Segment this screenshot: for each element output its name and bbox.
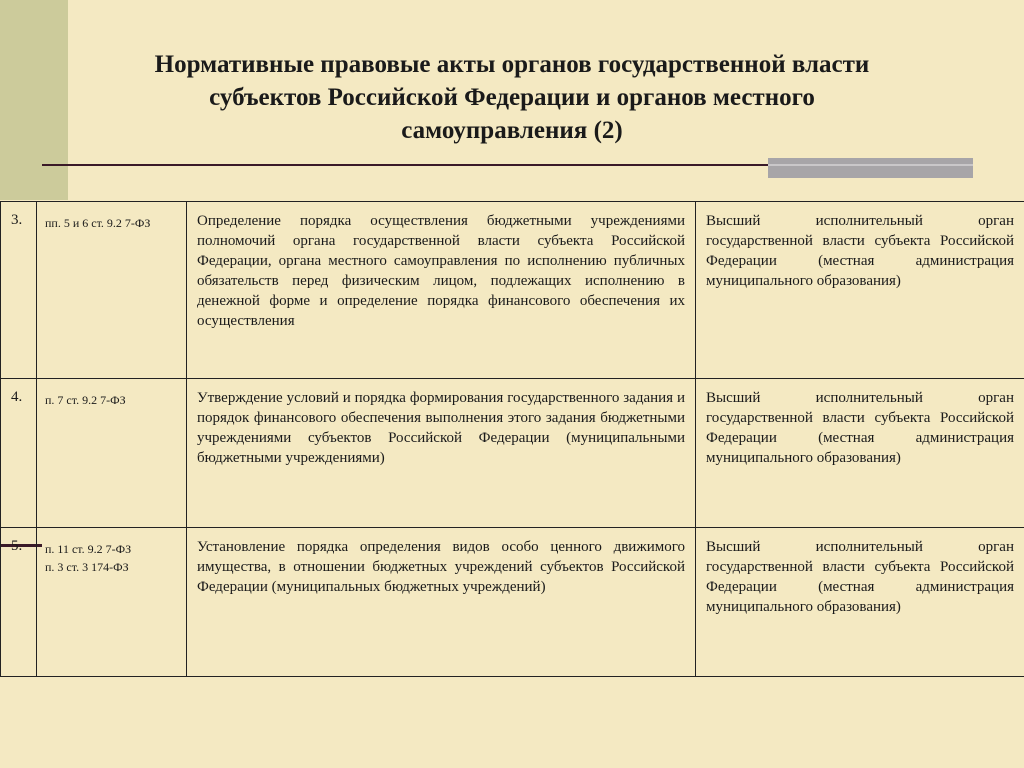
law-reference-line: п. 7 ст. 9.2 7-ФЗ <box>45 393 126 407</box>
title-line-1: Нормативные правовые акты органов государственной власти <box>154 51 870 78</box>
slide-title <box>80 48 944 147</box>
responsible-body: Высший исполнительный орган государственной власти субъекта Российской Федерации (местная администрация муниципального образования) <box>696 202 1024 379</box>
law-reference <box>37 379 187 528</box>
responsible-body: Высший исполнительный орган государственной власти субъекта Российской Федерации (местная администрация муниципального образования) <box>696 379 1024 528</box>
responsible-body: Высший исполнительный орган государственной власти субъекта Российской Федерации (местная администрация муниципального образования) <box>696 528 1024 677</box>
title-line-3: самоуправления (2) <box>401 117 623 144</box>
act-description: Утверждение условий и порядка формирования государственного задания и порядок финансового обеспечения выполнения этого задания бюджетными учреждениями субъектов Российской Федерации (муниципальными бюджетными учреждениями) <box>187 379 696 528</box>
row-number: 3. <box>1 202 37 379</box>
law-reference-line: п. 3 ст. 3 174-ФЗ <box>45 560 129 574</box>
table-row <box>1 379 1024 528</box>
act-description: Определение порядка осуществления бюджетными учреждениями полномочий органа государственной власти субъекта Российской Федерации, органа местного самоуправления по исполнению публичных обязательств перед физическим лицом, подлежащих исполнению в денежной форме и определение порядка финансового обеспечения их осуществления <box>187 202 696 379</box>
law-reference <box>37 528 187 677</box>
row-number: 4. <box>1 379 37 528</box>
table-row <box>1 528 1024 677</box>
legal-acts-table <box>0 201 1024 677</box>
law-reference <box>37 202 187 379</box>
row-number: 5. <box>1 528 37 677</box>
law-reference-line: пп. 5 и 6 ст. 9.2 7-ФЗ <box>45 216 151 230</box>
table-row <box>1 202 1024 379</box>
title-line-2: субъектов Российской Федерации и органов местного <box>209 84 815 111</box>
decorative-side-band <box>0 0 68 200</box>
law-reference-line: п. 11 ст. 9.2 7-ФЗ <box>45 542 132 556</box>
act-description: Установление порядка определения видов особо ценного движимого имущества, в отношении бюджетных учреждений субъектов Российской Федерации (муниципальных бюджетных учреждений) <box>187 528 696 677</box>
title-divider-accent <box>768 158 973 178</box>
